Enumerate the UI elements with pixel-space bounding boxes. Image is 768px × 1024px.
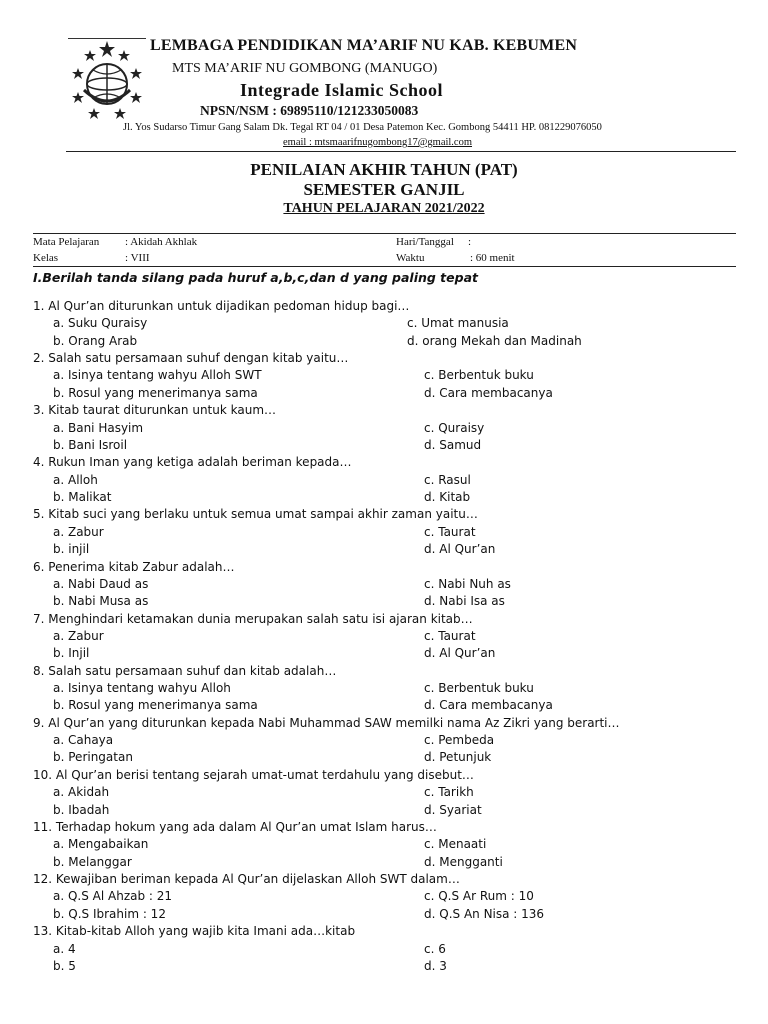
- option-c[interactable]: c. Umat manusia: [407, 316, 509, 331]
- option-a[interactable]: a. Isinya tentang wahyu Alloh SWT: [53, 368, 262, 383]
- option-d[interactable]: d. Petunjuk: [424, 750, 492, 765]
- school-name: MTS MA’ARIF NU GOMBONG (MANUGO): [172, 61, 438, 76]
- option-a[interactable]: a. Akidah: [53, 785, 110, 800]
- question-text: 3. Kitab taurat diturunkan untuk kaum…: [33, 403, 277, 418]
- school-logo: [66, 38, 148, 124]
- option-c[interactable]: c. Tarikh: [424, 785, 474, 800]
- option-a[interactable]: a. Bani Hasyim: [53, 420, 144, 435]
- option-a[interactable]: a. Mengabaikan: [53, 837, 149, 852]
- option-d[interactable]: d. Mengganti: [424, 854, 503, 869]
- option-d[interactable]: d. Al Qur’an: [424, 646, 496, 661]
- question-text: 1. Al Qur’an diturunkan untuk dijadikan pedoman hidup bagi…: [33, 299, 410, 313]
- option-b[interactable]: b. injil: [53, 542, 90, 556]
- option-b[interactable]: b. Injil: [53, 646, 90, 661]
- option-c[interactable]: c. Taurat: [424, 524, 476, 539]
- option-a[interactable]: a. Q.S Al Ahzab : 21: [53, 889, 173, 904]
- option-b[interactable]: b. Orang Arab: [53, 333, 138, 348]
- option-c[interactable]: c. Berbentuk buku: [424, 368, 534, 383]
- option-d[interactable]: d. Cara membacanya: [424, 385, 553, 400]
- option-b[interactable]: b. Ibadah: [53, 802, 110, 817]
- question-text: 13. Kitab-kitab Alloh yang wajib kita Imani ada…kitab: [33, 924, 356, 939]
- option-b[interactable]: b. Q.S Ibrahim : 12: [53, 906, 166, 921]
- question-text: 11. Terhadap hokum yang ada dalam Al Qur’an umat Islam harus…: [33, 820, 437, 834]
- program-name: Integrade Islamic School: [240, 80, 443, 100]
- option-c[interactable]: c. Rasul: [424, 472, 471, 487]
- meta-bottom-rule: [33, 266, 736, 267]
- option-d[interactable]: d. Al Qur’an: [424, 542, 496, 556]
- option-d[interactable]: d. Samud: [424, 437, 482, 452]
- date-value: :: [468, 236, 472, 248]
- option-c[interactable]: c. Quraisy: [424, 420, 485, 435]
- institution-name: LEMBAGA PENDIDIKAN MA’ARIF NU KAB. KEBUMEN: [150, 37, 578, 54]
- option-d[interactable]: d. orang Mekah dan Madinah: [407, 333, 582, 348]
- option-a[interactable]: a. 4: [53, 941, 76, 956]
- option-a[interactable]: a. Zabur: [53, 628, 104, 643]
- subject-label: Mata Pelajaran: [33, 236, 100, 248]
- option-a[interactable]: a. Zabur: [53, 524, 104, 539]
- date-label: Hari/Tanggal: [396, 236, 454, 248]
- email-link[interactable]: email : mtsmaarifnugombong17@gmail.com: [283, 137, 473, 148]
- question-text: 10. Al Qur’an berisi tentang sejarah umat-umat terdahulu yang disebut…: [33, 767, 474, 782]
- option-d[interactable]: d. Cara membacanya: [424, 698, 553, 713]
- option-b[interactable]: b. Nabi Musa as: [53, 594, 149, 609]
- option-d[interactable]: d. 3: [424, 958, 447, 973]
- option-a[interactable]: a. Suku Quraisy: [53, 316, 148, 331]
- option-b[interactable]: b. Bani Isroil: [53, 437, 128, 452]
- option-c[interactable]: c. Pembeda: [424, 733, 495, 748]
- option-b[interactable]: b. Malikat: [53, 489, 112, 504]
- exam-semester: SEMESTER GANJIL: [303, 180, 465, 199]
- option-c[interactable]: c. Berbentuk buku: [424, 681, 534, 695]
- npsn-text: NPSN/NSM : 69895110/121233050083: [200, 103, 419, 118]
- question-text: 8. Salah satu persamaan suhuf dan kitab adalah…: [33, 663, 337, 678]
- option-b[interactable]: b. 5: [53, 958, 76, 973]
- exam-title: PENILAIAN AKHIR TAHUN (PAT): [250, 160, 518, 179]
- option-b[interactable]: b. Rosul yang menerimanya sama: [53, 698, 258, 713]
- option-a[interactable]: a. Isinya tentang wahyu Alloh: [53, 681, 231, 695]
- class-label: Kelas: [33, 252, 59, 264]
- meta-top-rule: [33, 233, 736, 234]
- question-text: 5. Kitab suci yang berlaku untuk semua umat sampai akhir zaman yaitu…: [33, 507, 478, 522]
- address-text: Jl. Yos Sudarso Timur Gang Salam Dk. Tegal RT 04 / 01 Desa Patemon Kec. Gombong 54411 HP. 081229076050: [123, 122, 602, 133]
- option-d[interactable]: d. Nabi Isa as: [424, 594, 505, 609]
- option-c[interactable]: c. 6: [424, 941, 446, 956]
- header-divider: [66, 151, 736, 152]
- question-text: 9. Al Qur’an yang diturunkan kepada Nabi Muhammad SAW memilki nama Az Zikri yang berarti…: [33, 715, 620, 730]
- time-value: : 60 menit: [470, 252, 515, 264]
- option-a[interactable]: a. Alloh: [53, 472, 98, 487]
- question-text: 6. Penerima kitab Zabur adalah…: [33, 559, 235, 574]
- question-text: 2. Salah satu persamaan suhuf dengan kitab yaitu…: [33, 351, 349, 366]
- subject-value: : Akidah Akhlak: [125, 236, 198, 248]
- exam-year: TAHUN PELAJARAN 2021/2022: [283, 201, 485, 216]
- option-c[interactable]: c. Nabi Nuh as: [424, 576, 511, 591]
- option-d[interactable]: d. Q.S An Nisa : 136: [424, 906, 545, 921]
- option-d[interactable]: d. Syariat: [424, 802, 482, 817]
- question-text: 7. Menghindari ketamakan dunia merupakan salah satu isi ajaran kitab…: [33, 611, 473, 626]
- instruction-text: I.Berilah tanda silang pada huruf a,b,c,dan d yang paling tepat: [33, 270, 478, 285]
- question-text: 4. Rukun Iman yang ketiga adalah beriman kepada…: [33, 455, 352, 470]
- option-a[interactable]: a. Cahaya: [53, 733, 114, 748]
- option-c[interactable]: c. Q.S Ar Rum : 10: [424, 889, 534, 904]
- question-text: 12. Kewajiban beriman kepada Al Qur’an dijelaskan Alloh SWT dalam…: [33, 872, 460, 887]
- option-b[interactable]: b. Peringatan: [53, 750, 133, 765]
- time-label: Waktu: [396, 252, 425, 264]
- option-d[interactable]: d. Kitab: [424, 489, 471, 504]
- option-b[interactable]: b. Rosul yang menerimanya sama: [53, 385, 258, 400]
- class-value: : VIII: [125, 252, 150, 264]
- option-b[interactable]: b. Melanggar: [53, 854, 132, 869]
- option-a[interactable]: a. Nabi Daud as: [53, 576, 149, 591]
- option-c[interactable]: c. Menaati: [424, 837, 487, 852]
- option-c[interactable]: c. Taurat: [424, 628, 476, 643]
